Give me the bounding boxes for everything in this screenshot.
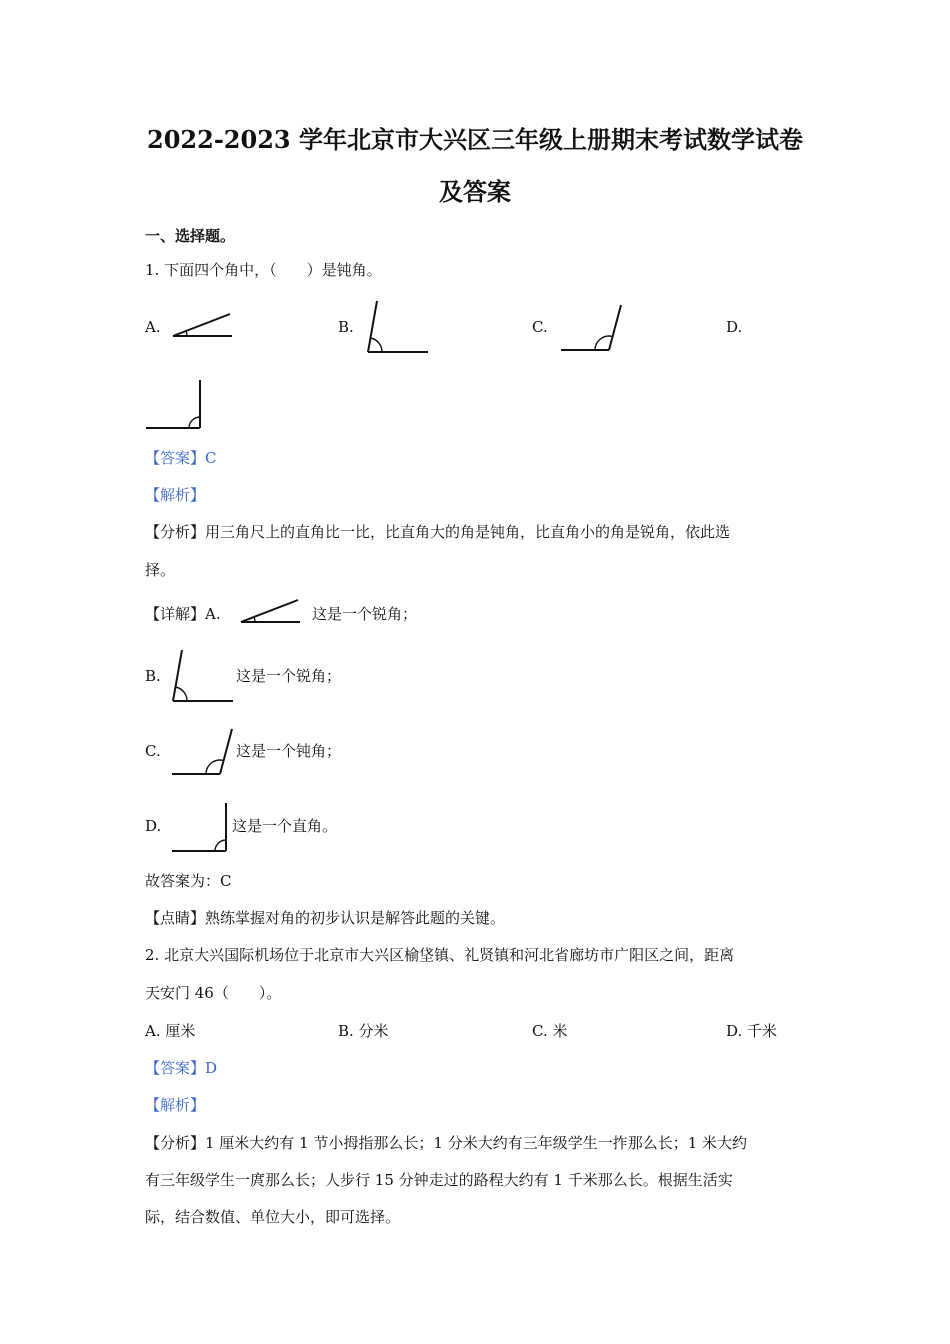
q2-analysis-tag: 【解析】: [145, 1096, 206, 1114]
q1-angle-a-figure: [170, 310, 236, 340]
q1-detail-angle-c-figure: [170, 726, 236, 778]
q1-angle-c-figure: [559, 302, 625, 354]
q1-option-d-label: D.: [726, 318, 743, 336]
q1-detail-angle-a-figure: [238, 597, 304, 627]
q1-option-b-label: B.: [338, 318, 354, 336]
q1-detail-c-text: 这是一个钝角；: [236, 742, 342, 760]
q2-analysis-line1: 【分析】1 厘米大约有 1 节小拇指那么长；1 分米大约有三年级学生一拃那么长；1 米大约: [145, 1134, 748, 1152]
section-heading: 一、选择题。: [145, 227, 236, 245]
q1-key-point: 【点睛】熟练掌握对角的初步认识是解答此题的关键。: [145, 909, 506, 927]
q1-analysis-tag: 【解析】: [145, 486, 206, 504]
q1-detail-b-label: B.: [145, 667, 161, 685]
q2-analysis-line2: 有三年级学生一庹那么长；人步行 15 分钟走过的路程大约有 1 千米那么长。根据生活实: [145, 1171, 733, 1189]
q1-option-a-label: A.: [145, 318, 161, 336]
q1-detail-c-label: C.: [145, 742, 161, 760]
q1-answer: 【答案】C: [145, 449, 217, 467]
q1-stem: 1. 下面四个角中，（ ）是钝角。: [145, 261, 382, 279]
q2-option-d: D. 千米: [726, 1022, 778, 1040]
document-title-line2: 及答案: [439, 177, 511, 206]
q1-detail-prefix: 【详解】A.: [145, 605, 221, 623]
q1-detail-angle-d-figure: [170, 800, 232, 856]
q2-option-c: C. 米: [532, 1022, 568, 1040]
q1-final-answer: 故答案为：C: [145, 872, 232, 890]
q1-detail-a-text: 这是一个锐角；: [312, 605, 418, 623]
q2-option-a: A. 厘米: [145, 1022, 196, 1040]
document-title-line1: 2022-2023 学年北京市大兴区三年级上册期末考试数学试卷: [147, 125, 803, 154]
q1-detail-b-text: 这是一个锐角；: [236, 667, 342, 685]
q1-detail-angle-b-figure: [169, 647, 237, 705]
q1-option-c-label: C.: [532, 318, 548, 336]
q1-detail-d-label: D.: [145, 817, 162, 835]
q1-angle-d-figure: [144, 378, 206, 432]
q2-stem-line1: 2. 北京大兴国际机场位于北京市大兴区榆垡镇、礼贤镇和河北省廊坊市广阳区之间，距离: [145, 946, 735, 964]
q2-option-b: B. 分米: [338, 1022, 389, 1040]
q2-answer: 【答案】D: [145, 1059, 218, 1077]
q1-analysis-line2: 择。: [145, 561, 176, 579]
q1-detail-d-text: 这是一个直角。: [232, 817, 338, 835]
q1-angle-b-figure: [364, 298, 432, 356]
q1-analysis-line1: 【分析】用三角尺上的直角比一比，比直角大的角是钝角，比直角小的角是锐角，依此选: [145, 523, 731, 541]
q2-analysis-line3: 际，结合数值、单位大小，即可选择。: [145, 1208, 401, 1226]
q2-stem-line2: 天安门 46（ ）。: [145, 984, 282, 1002]
